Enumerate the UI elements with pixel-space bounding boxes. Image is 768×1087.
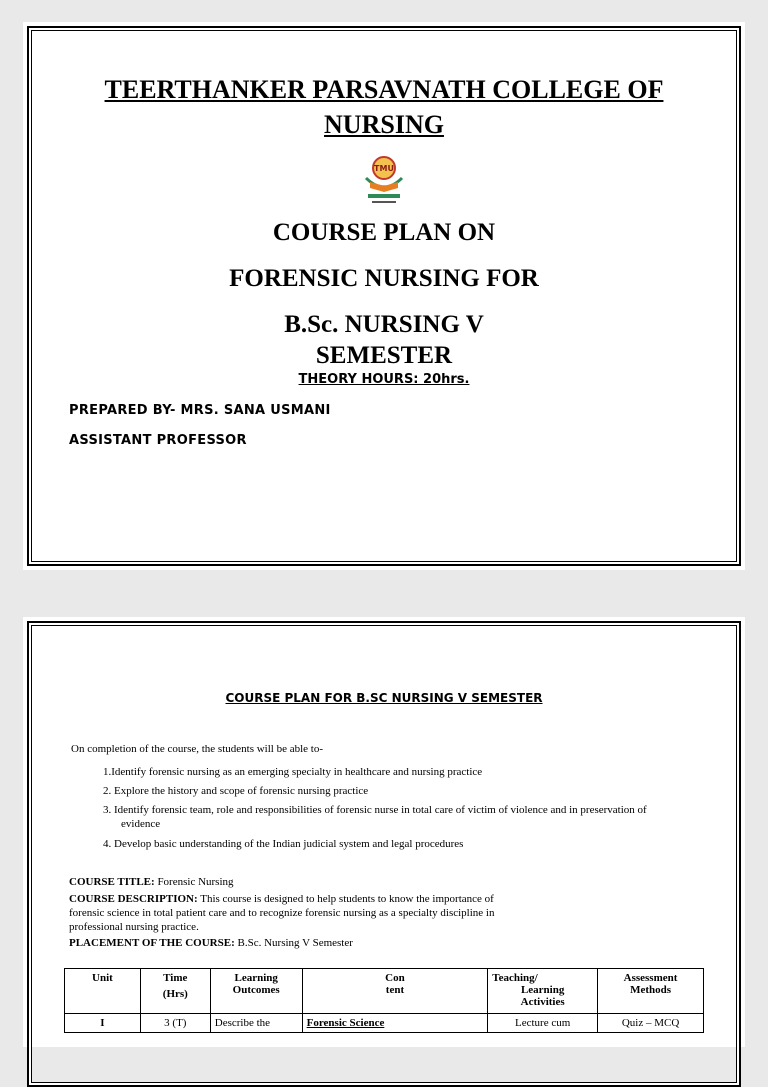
course-plan-page — [23, 617, 745, 1047]
table-header-row — [65, 969, 704, 1014]
header-unit-text: Unit — [92, 972, 113, 984]
cell-unit: I — [65, 1014, 141, 1033]
intro-text: On completion of the course, the students will be able to- — [71, 743, 324, 755]
course-plan-on: COURSE PLAN ON — [272, 219, 496, 246]
objective-2: 2. Explore the history and scope of forensic nursing practice — [103, 785, 369, 797]
course-desc-line-3: professional nursing practice. — [69, 921, 199, 933]
objective-1: 1.Identify forensic nursing as an emerging specialty in healthcare and nursing practice — [103, 766, 483, 778]
header-assessment-1: Assessment — [623, 972, 678, 984]
header-outcomes-2: Outcomes — [232, 984, 280, 996]
header-teaching-2: Learning — [520, 984, 565, 996]
prepared-by: PREPARED BY- MRS. SANA USMANI — [69, 403, 331, 418]
header-assessment — [598, 969, 704, 1014]
cover-page — [23, 22, 745, 570]
cell-time: 3 (T) — [140, 1014, 210, 1033]
plan-title: COURSE PLAN FOR B.SC NURSING V SEMESTER — [225, 691, 543, 705]
course-plan-table — [64, 968, 704, 1033]
placement-value: B.Sc. Nursing V Semester — [237, 937, 353, 949]
course-title-line — [69, 876, 589, 889]
objective-3-cont: evidence — [121, 818, 161, 830]
program-line-1: B.Sc. NURSING V — [284, 311, 484, 338]
cell-outcome: Describe the — [210, 1014, 302, 1033]
objective-4: 4. Develop basic understanding of the Indian judicial system and legal procedures — [103, 838, 464, 850]
placement-label: PLACEMENT OF THE COURSE: — [69, 937, 235, 949]
header-outcomes-1: Learning — [234, 972, 278, 984]
logo-text: TMU — [374, 164, 394, 173]
course-title-value: Forensic Nursing — [157, 876, 234, 888]
designation: ASSISTANT PROFESSOR — [69, 433, 247, 448]
header-content — [302, 969, 488, 1014]
program-line-2: SEMESTER — [315, 342, 453, 369]
header-outcomes — [210, 969, 302, 1014]
header-teaching-1: Teaching/ — [492, 972, 538, 984]
header-content-2: tent — [385, 984, 405, 996]
course-desc-line-2: forensic science in total patient care and to recognize forensic nursing as a specialty discipline in — [69, 907, 495, 919]
header-teaching-3: Activities — [520, 996, 565, 1008]
header-time-2: (Hrs) — [162, 988, 188, 1000]
subject-title: FORENSIC NURSING FOR — [229, 265, 539, 292]
theory-hours: THEORY HOURS: 20hrs. — [298, 372, 470, 387]
cell-teaching: Lecture cum — [488, 1014, 598, 1033]
header-content-1: Con — [385, 972, 405, 984]
college-name: TEERTHANKER PARSAVNATH COLLEGE OF NURSING — [104, 75, 664, 139]
header-unit — [65, 969, 141, 1014]
course-title-label: COURSE TITLE: — [69, 876, 155, 888]
course-desc-text-1: This course is designed to help students to know the importance of — [200, 893, 494, 905]
course-desc-line-1 — [69, 893, 589, 906]
college-logo-icon — [356, 152, 412, 208]
cell-content: Forensic Science — [302, 1014, 488, 1033]
header-time — [140, 969, 210, 1014]
course-desc-label: COURSE DESCRIPTION: — [69, 893, 198, 905]
cell-assessment: Quiz – MCQ — [598, 1014, 704, 1033]
header-time-1: Time — [163, 972, 188, 984]
table-row — [65, 1014, 704, 1033]
header-assessment-2: Methods — [630, 984, 672, 996]
placement-line — [69, 937, 589, 950]
objective-3: 3. Identify forensic team, role and responsibilities of forensic nurse in total care of victim of violence and in preservation of — [103, 804, 647, 816]
header-teaching — [488, 969, 598, 1014]
